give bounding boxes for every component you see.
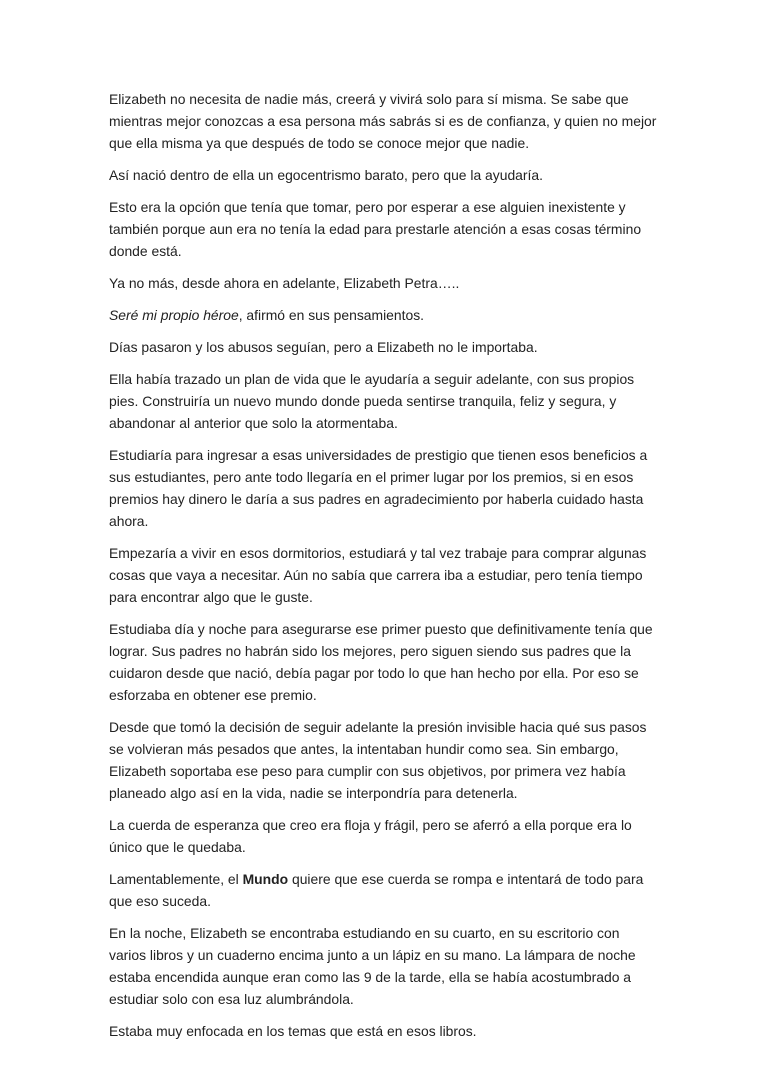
italic-phrase: Seré mi propio héroe	[109, 307, 239, 323]
paragraph: Desde que tomó la decisión de seguir adelante la presión invisible hacia qué sus pasos se volvieran más pesados que antes, la intentaban hundir como sea. Sin embargo, Elizabeth soportaba ese peso para cumplir con sus objetivos, por primera vez había planeado algo así en la vida, nadie se interpondría para detenerla.	[109, 719, 647, 801]
paragraph: Empezaría a vivir en esos dormitorios, estudiará y tal vez trabaje para comprar algunas cosas que vaya a necesitar. Aún no sabía que carrera iba a estudiar, pero tenía tiempo para encontrar algo que le guste.	[109, 545, 647, 605]
paragraph: Ella había trazado un plan de vida que le ayudaría a seguir adelante, con sus propios pies. Construiría un nuevo mundo donde pueda sentirse tranquila, feliz y segura, y abandonar al anterior que solo la atormentaba.	[109, 371, 635, 431]
paragraph: Ya no más, desde ahora en adelante, Elizabeth Petra…..	[109, 275, 460, 291]
paragraph: La cuerda de esperanza que creo era floja y frágil, pero se aferró a ella porque era lo único que le quedaba.	[109, 817, 632, 855]
paragraph: Elizabeth no necesita de nadie más, creerá y vivirá solo para sí misma. Se sabe que mientras mejor conozcas a esa persona más sabrás si es de confianza, y quien no mejor que ella misma ya que después de todo se conoce mejor que nadie.	[109, 91, 657, 151]
paragraph: Esto era la opción que tenía que tomar, pero por esperar a ese alguien inexistente y también porque aun era no tenía la edad para prestarle atención a esas cosas término donde está.	[109, 199, 642, 259]
document-body	[109, 88, 657, 1052]
paragraph: Así nació dentro de ella un egocentrismo barato, pero que la ayudaría.	[109, 167, 543, 183]
bold-word: Mundo	[242, 871, 289, 887]
paragraph: Estudiaría para ingresar a esas universidades de prestigio que tienen esos beneficios a sus estudiantes, pero ante todo llegaría en el primer lugar por los premios, si en esos premios hay dinero le daría a sus padres en agradecimiento por haberla cuidado hasta ahora.	[109, 447, 648, 529]
paragraph-text: , afirmó en sus pensamientos.	[238, 307, 425, 323]
paragraph-text: quiere que ese cuerda se rompa e intentará de todo para que eso suceda.	[109, 871, 644, 909]
paragraph: En la noche, Elizabeth se encontraba estudiando en su cuarto, en su escritorio con varios libros y un cuaderno encima junto a un lápiz en su mano. La lámpara de noche estaba encendida aunque eran como las 9 de la tarde, ella se había acostumbrado a estudiar solo con esa luz alumbrándola.	[109, 925, 636, 1007]
paragraph: Días pasaron y los abusos seguían, pero a Elizabeth no le importaba.	[109, 339, 538, 355]
paragraph: Estaba muy enfocada en los temas que está en esos libros.	[109, 1023, 477, 1039]
paragraph-text: Lamentablemente, el	[109, 871, 243, 887]
paragraph: Estudiaba día y noche para asegurarse ese primer puesto que definitivamente tenía que lograr. Sus padres no habrán sido los mejores, pero siguen siendo sus padres que la cuidaron desde que nació, debía pagar por todo lo que han hecho por ella. Por eso se esforzaba en obtener ese premio.	[109, 621, 653, 703]
paragraph	[109, 304, 657, 326]
paragraph	[109, 868, 657, 912]
